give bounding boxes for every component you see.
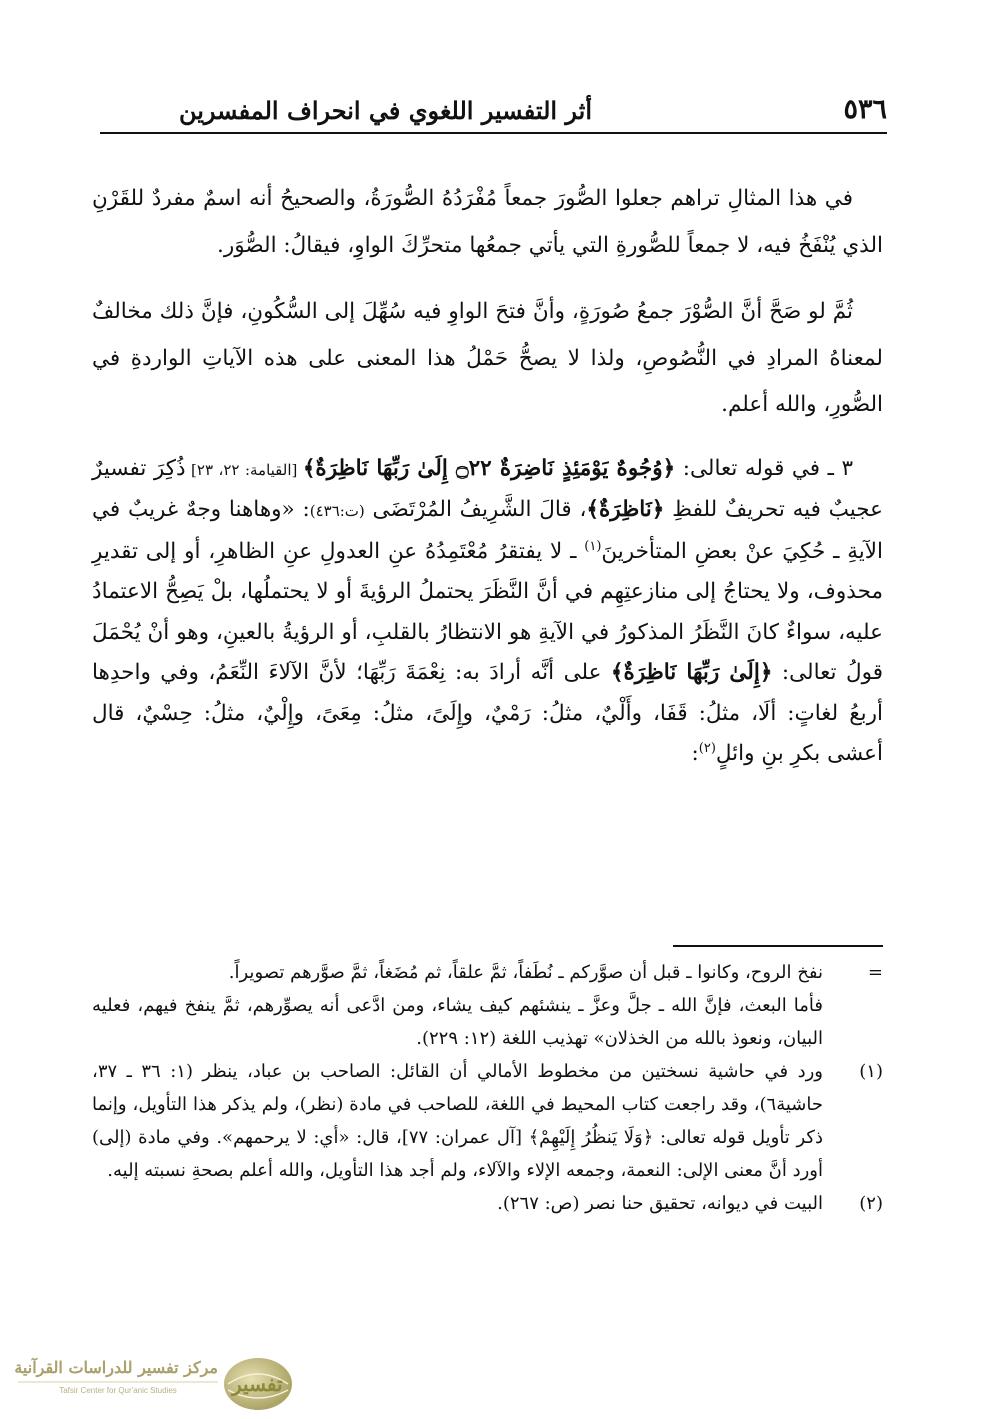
page-header bbox=[100, 92, 887, 134]
continuation-mark: = bbox=[867, 962, 883, 983]
quran-verse-1: ﴿وُجُوهٌ يَوْمَئِذٍ نَاضِرَةٌ ۝٢٢ إِلَىٰ رَبِّهَا نَاظِرَةٌ﴾ bbox=[302, 455, 676, 481]
para3-text-1: ذُكِرَ تفسيرٌ عجيبٌ فيه تحريفٌ للفظِ bbox=[92, 455, 883, 522]
paragraph-3 bbox=[92, 449, 883, 775]
footnote-continued-text-2: فأما البعث، فإنَّ الله ـ جلَّ وعزَّ ـ ينشئهم كيف يشاء، ومن ادَّعى أنه يصوِّرهم، ثمَّ ينفخ فيهم، فعليه البيان، ونعوذ بالله من الخذلان» تهذيب اللغة (١٢: ٢٢٩). bbox=[92, 995, 823, 1049]
verse-citation: [القيامة: ٢٢، ٢٣] bbox=[185, 460, 303, 479]
para3-text-4: ـ لا يفتقرُ مُعْتَمِدُهُ عنِ العدولِ عنِ الظاهرِ، أو إلى تقديرِ محذوف، ولا يحتاجُ إلى منازعتِهِم في أنَّ النَّظَرَ يحتملُ الرؤيةَ أو لا يحتملُها، بلْ يَصِحُّ الاعتمادُ عليه، سواءٌ كانَ النَّظَرُ المذكورُ في الآيةِ هو الانتظارُ بالقلبِ، أو الرؤيةُ بالعينِ، وهو أنْ يُحْمَلَ قولُ تعالى: bbox=[92, 538, 884, 685]
footnote-ref-1[interactable]: (١) bbox=[584, 538, 602, 554]
footnote-2-text: البيت في ديوانه، تحقيق حنا نصر (ص: ٢٦٧). bbox=[497, 1193, 823, 1214]
footnote-ref-2[interactable]: (٢) bbox=[698, 740, 716, 756]
para3-lead: ٣ ـ في قوله تعالى: bbox=[675, 455, 853, 481]
footnote-1-text: ورد في حاشية نسختين من مخطوط الأمالي أن القائل: الصاحب بن عباد، ينظر (١: ٣٦ ـ ٣٧، حاشية٦)، وقد راجعت كتاب المحيط في اللغة، للصاحب في مادة (نظر)، ولم يذكر هذا التأويل، وإنما ذكر تأويل قوله تعالى: ﴿وَلَا يَنظُرُ إِلَيْهِمْ﴾ [آل عمران: ٧٧]، قال: «أي: لا يرحمهم». وفي مادة (إلى) أورد أنَّ معنى الإلى: النعمة، وجمعه الإلاء والآلاء، ولم أجد هذا التأويل، والله أعلم بصحةِ نسبته إليه. bbox=[92, 1061, 823, 1181]
para3-text-2: ، قالَ الشَّرِيفُ المُرْتَضَى bbox=[364, 497, 587, 522]
logo-english-name: Tafsir Center for Qur'anic Studies bbox=[59, 1386, 177, 1395]
para3-text-6: : bbox=[691, 741, 699, 766]
paragraph-2: ثُمَّ لو صَحَّ أنَّ الصُّوْرَ جمعُ صُورَةٍ، وأنَّ فتحَ الواوِ فيه سُهِّلَ إلى السُّكُونِ، فإنَّ ذلك مخالفٌ لمعناهُ المرادِ في النُّصُوصِ، ولذا لا يصحُّ حَمْلُ هذا المعنى على هذه الآياتِ الواردةِ في الصُّورِ، والله أعلم. bbox=[92, 299, 883, 417]
footnote-1-mark: (١) bbox=[859, 1061, 883, 1082]
logo-wordmark: تفسير bbox=[232, 1372, 283, 1396]
tafsir-center-logo bbox=[6, 1354, 296, 1412]
page-number: ٥٣٦ bbox=[843, 94, 887, 125]
footnotes bbox=[92, 956, 883, 1220]
death-date-citation: (ت:٤٣٦) bbox=[309, 502, 365, 520]
running-title: أثر التفسير اللغوي في انحراف المفسرين bbox=[178, 96, 592, 125]
footnote-continued-text-1: نفخ الروح، وكانوا ـ قبل أن صوَّركم ـ نُطَفاً، ثمَّ علقاً، ثم مُضَغاً، ثمَّ صوَّرهم تصويراً. bbox=[228, 962, 823, 983]
main-text bbox=[92, 176, 883, 775]
footnote-continued bbox=[92, 956, 883, 1055]
quran-verse-2: ﴿نَاظِرَةٌ﴾ bbox=[586, 497, 665, 522]
para3-text-3: : «وهاهنا وجهٌ غريبٌ في الآيةِ ـ حُكِيَ عنْ بعضِ المتأخرينَ bbox=[92, 497, 884, 564]
quran-verse-3: ﴿إِلَىٰ رَبِّهَا نَاظِرَةٌ﴾ bbox=[610, 660, 773, 685]
footnote-2-mark: (٢) bbox=[859, 1193, 883, 1214]
para3-text-5: على أنَّه أرادَ به: نِعْمَةَ رَبِّهَا؛ لأنَّ الآلاءَ النِّعَمُ، وفي واحدِها أربعُ لغاتٍ: ألَا، مثلُ: قَفَا، وأَلْيٌ، مثلُ: رَمْيٌ، وإِلَىً، مثلُ: مِعَىً، وإِلْيٌ، مثلُ: حِسْيٌ، قال أعشى بكرِ بنِ وائلٍ bbox=[92, 660, 883, 766]
footnote-divider bbox=[673, 945, 883, 947]
footnote-2 bbox=[92, 1187, 883, 1220]
footnote-1 bbox=[92, 1055, 883, 1187]
logo-arabic-name: مركز تفسير للدراسات القرآنية bbox=[14, 1358, 218, 1377]
paragraph-1: في هذا المثالِ تراهم جعلوا الصُّورَ جمعاً مُفْرَدُهُ الصُّورَةُ، والصحيحُ أنه اسمٌ مفردٌ للقَرْنِ الذي يُنْفَخُ فيه، لا جمعاً للصُّورةِ التي يأتي جمعُها متحرِّكَ الواوِ، فيقالُ: الصُّوَر. bbox=[92, 186, 883, 258]
